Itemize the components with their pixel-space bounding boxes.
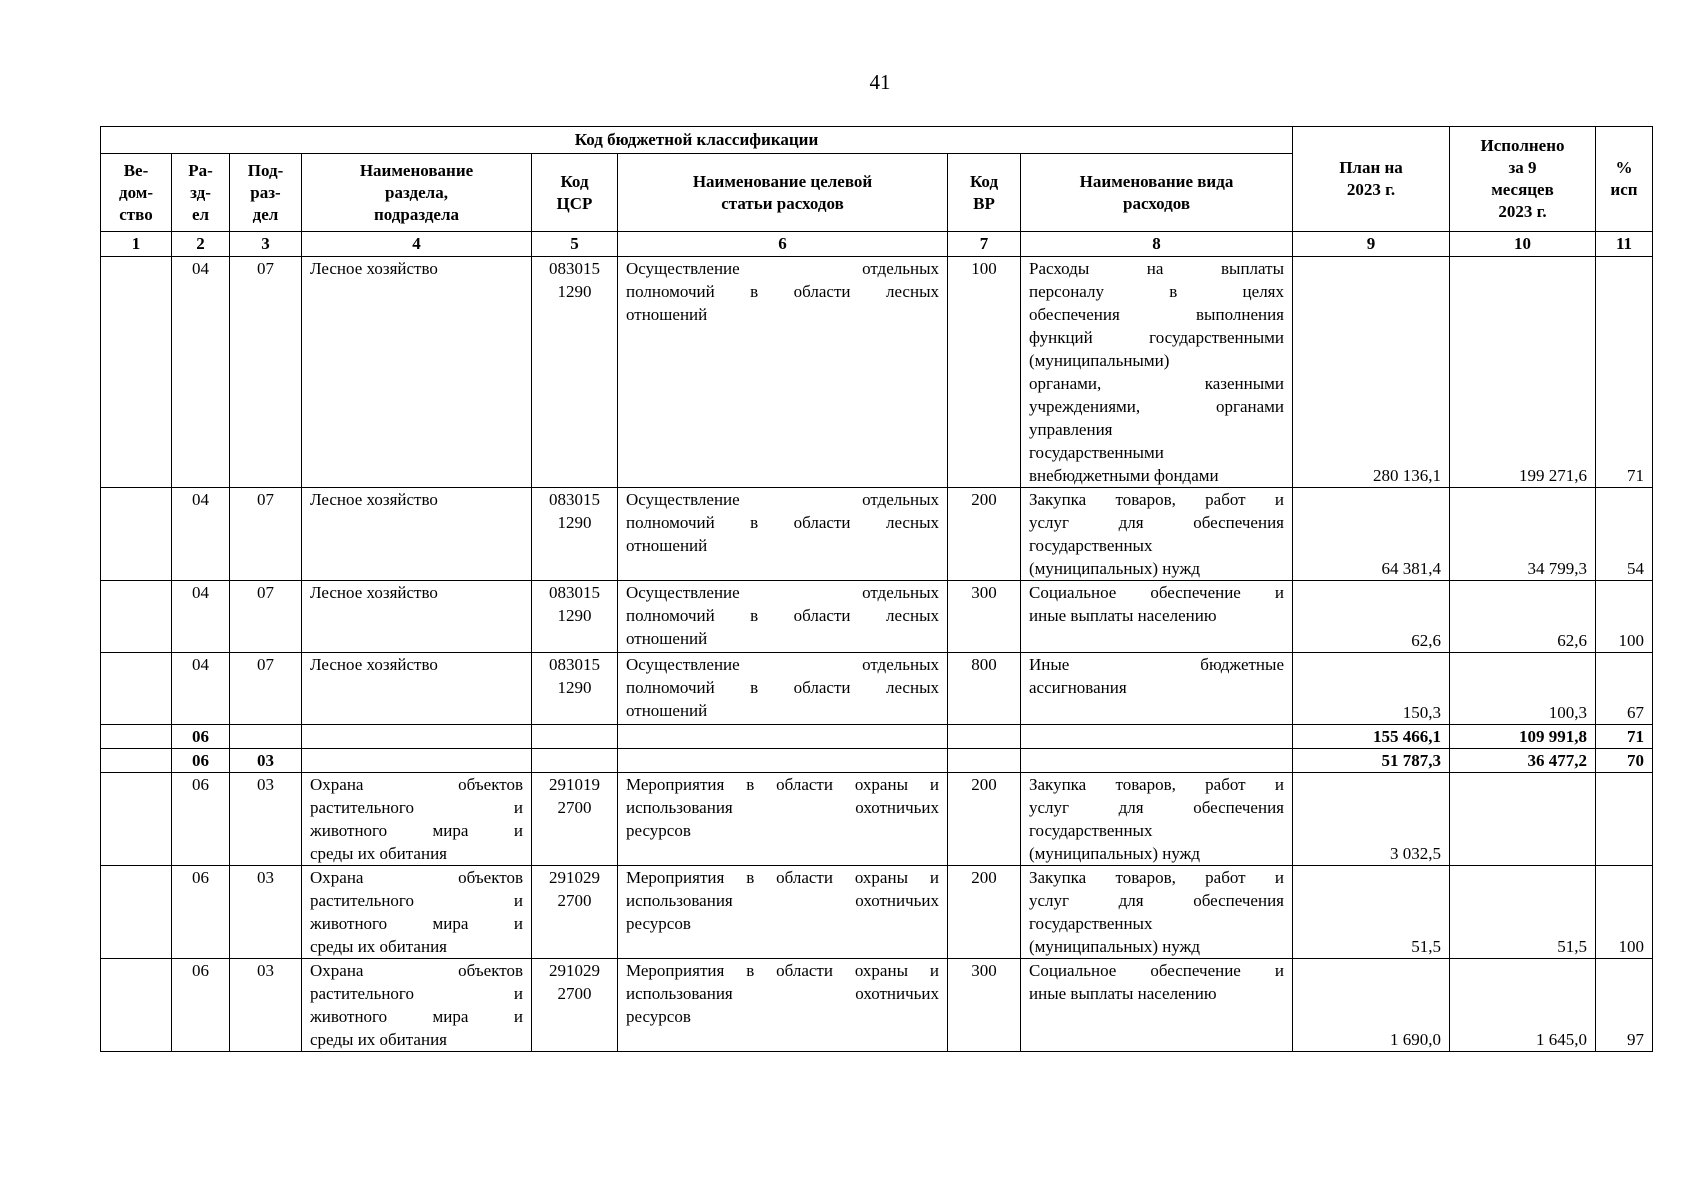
- naim-vida-line: иные выплаты населению: [1029, 984, 1217, 1003]
- header-line: ство: [119, 204, 153, 224]
- header-group-label: Код бюджетной классификации: [101, 127, 1293, 154]
- table-row: [101, 866, 1653, 959]
- cell-kod-csr: [532, 653, 618, 725]
- naim-vida-line: (муниципальными): [1029, 351, 1170, 370]
- header-ispolneno: [1450, 127, 1596, 232]
- cell-razdel: 06: [172, 725, 230, 749]
- cell-naim-celevoi: [618, 866, 948, 959]
- cell-ispolneno: 36 477,2: [1450, 749, 1596, 773]
- cell-naim-celevoi: [618, 488, 948, 581]
- cell-naim-vida: [1021, 257, 1293, 488]
- cell-naim-razdela: [302, 959, 532, 1052]
- header-plan: [1293, 127, 1450, 232]
- naim-celevoi-line: использования охотничьих: [626, 984, 939, 1003]
- header-line: Наименование вида: [1079, 171, 1234, 191]
- cell-plan: 62,6: [1293, 581, 1450, 653]
- cell-ispolneno: 34 799,3: [1450, 488, 1596, 581]
- cell-naim-razdela: [302, 773, 532, 866]
- cell-vedomstvo: [101, 959, 172, 1052]
- naim-celevoi-line: использования охотничьих: [626, 891, 939, 910]
- kod-csr-line: 1290: [557, 606, 592, 625]
- naim-vida-line: Социальное обеспечение и: [1029, 961, 1284, 980]
- cell-plan: 51 787,3: [1293, 749, 1450, 773]
- cell-kod-vr: 100: [948, 257, 1021, 488]
- header-line: Исполнено: [1480, 136, 1565, 155]
- header-kod-vr: [948, 154, 1021, 232]
- header-line: Наименование целевой: [692, 171, 873, 191]
- column-number-row: [101, 232, 1653, 257]
- summary-row: [101, 749, 1653, 773]
- cell-naim-vida: [1021, 653, 1293, 725]
- cell-naim-razdela: [302, 866, 532, 959]
- header-line: Код: [560, 171, 589, 191]
- table-body: [101, 257, 1653, 1052]
- cell-kod-vr: [948, 725, 1021, 749]
- naim-celevoi-line: Мероприятия в области охраны и: [626, 775, 939, 794]
- naim-razdela-line: растительного и: [310, 891, 523, 910]
- header-line: ел: [191, 204, 210, 224]
- naim-vida-line: учреждениями, органами: [1029, 397, 1284, 416]
- cell-naim-celevoi: [618, 959, 948, 1052]
- header-line: Ра-: [188, 160, 213, 180]
- table-row: [101, 959, 1653, 1052]
- budget-table: [100, 126, 1653, 1052]
- cell-kod-vr: 300: [948, 581, 1021, 653]
- summary-row: [101, 725, 1653, 749]
- header-line: расходов: [1123, 193, 1190, 213]
- naim-vida-line: органами, казенными: [1029, 374, 1284, 393]
- header-naim-razdela: [302, 154, 532, 232]
- naim-vida-line: управления: [1029, 420, 1113, 439]
- cell-plan: 3 032,5: [1293, 773, 1450, 866]
- cell-ispolneno: [1450, 773, 1596, 866]
- cell-percent: 70: [1596, 749, 1653, 773]
- header-line: Под-: [247, 160, 284, 180]
- cell-naim-razdela: [302, 257, 532, 488]
- cell-ispolneno: 51,5: [1450, 866, 1596, 959]
- header-vedomstvo: [101, 154, 172, 232]
- kod-csr-line: 2700: [557, 984, 592, 1003]
- naim-razdela-line: среды их обитания: [310, 1030, 447, 1049]
- header-naim-vida: [1021, 154, 1293, 232]
- cell-ispolneno: 100,3: [1450, 653, 1596, 725]
- cell-razdel: 04: [172, 257, 230, 488]
- cell-razdel: 04: [172, 581, 230, 653]
- naim-razdela-line: Лесное хозяйство: [310, 583, 438, 602]
- naim-celevoi-line: Мероприятия в области охраны и: [626, 868, 939, 887]
- naim-celevoi-line: Осуществление отдельных: [626, 655, 939, 674]
- naim-vida-line: (муниципальных) нужд: [1029, 844, 1201, 863]
- cell-razdel: 06: [172, 773, 230, 866]
- cell-naim-celevoi: [618, 725, 948, 749]
- naim-celevoi-line: Мероприятия в области охраны и: [626, 961, 939, 980]
- kod-csr-line: 083015: [549, 259, 600, 278]
- cell-kod-csr: [532, 257, 618, 488]
- naim-celevoi-line: отношений: [626, 629, 708, 648]
- naim-celevoi-line: полномочий в области лесных: [626, 282, 939, 301]
- cell-vedomstvo: [101, 773, 172, 866]
- column-number: 6: [618, 232, 948, 257]
- naim-celevoi-line: ресурсов: [626, 1007, 691, 1026]
- table-row: [101, 257, 1653, 488]
- cell-kod-csr: [532, 725, 618, 749]
- kod-csr-line: 2700: [557, 891, 592, 910]
- cell-podrazdel: 07: [230, 653, 302, 725]
- header-line: План на: [1339, 158, 1403, 177]
- naim-vida-line: услуг для обеспечения: [1029, 891, 1284, 910]
- cell-percent: 54: [1596, 488, 1653, 581]
- cell-naim-razdela: [302, 725, 532, 749]
- cell-podrazdel: 07: [230, 581, 302, 653]
- naim-razdela-line: животного мира и: [310, 821, 523, 840]
- naim-celevoi-line: ресурсов: [626, 821, 691, 840]
- cell-podrazdel: [230, 725, 302, 749]
- table-row: [101, 773, 1653, 866]
- header-percent: [1596, 127, 1653, 232]
- cell-naim-razdela: [302, 488, 532, 581]
- naim-razdela-line: Лесное хозяйство: [310, 490, 438, 509]
- cell-percent: 100: [1596, 581, 1653, 653]
- cell-percent: 100: [1596, 866, 1653, 959]
- header-line: подраздела: [373, 204, 460, 224]
- naim-razdela-line: Лесное хозяйство: [310, 655, 438, 674]
- header-line: раздела,: [385, 182, 448, 202]
- naim-vida-line: ассигнования: [1029, 678, 1127, 697]
- cell-naim-vida: [1021, 488, 1293, 581]
- kod-csr-line: 1290: [557, 513, 592, 532]
- cell-percent: 71: [1596, 257, 1653, 488]
- naim-vida-line: услуг для обеспечения: [1029, 798, 1284, 817]
- column-number: 10: [1450, 232, 1596, 257]
- column-number: 5: [532, 232, 618, 257]
- naim-vida-line: услуг для обеспечения: [1029, 513, 1284, 532]
- naim-celevoi-line: отношений: [626, 536, 708, 555]
- cell-kod-csr: [532, 866, 618, 959]
- column-number: 4: [302, 232, 532, 257]
- cell-plan: 51,5: [1293, 866, 1450, 959]
- cell-podrazdel: 07: [230, 257, 302, 488]
- header-line: зд-: [190, 182, 211, 202]
- cell-kod-csr: [532, 581, 618, 653]
- cell-percent: 71: [1596, 725, 1653, 749]
- column-number: 1: [101, 232, 172, 257]
- naim-vida-line: Закупка товаров, работ и: [1029, 775, 1284, 794]
- cell-plan: 280 136,1: [1293, 257, 1450, 488]
- header-kod-csr: [532, 154, 618, 232]
- cell-naim-celevoi: [618, 749, 948, 773]
- cell-percent: 67: [1596, 653, 1653, 725]
- cell-vedomstvo: [101, 749, 172, 773]
- cell-kod-csr: [532, 488, 618, 581]
- column-number: 7: [948, 232, 1021, 257]
- header-line: дел: [252, 204, 279, 224]
- naim-celevoi-line: Осуществление отдельных: [626, 259, 939, 278]
- naim-vida-line: функций государственными: [1029, 328, 1284, 347]
- cell-naim-razdela: [302, 581, 532, 653]
- cell-kod-vr: 200: [948, 488, 1021, 581]
- kod-csr-line: 083015: [549, 583, 600, 602]
- cell-vedomstvo: [101, 653, 172, 725]
- cell-plan: 64 381,4: [1293, 488, 1450, 581]
- cell-podrazdel: 03: [230, 773, 302, 866]
- table-row: [101, 653, 1653, 725]
- naim-vida-line: государственных: [1029, 821, 1153, 840]
- cell-kod-csr: [532, 959, 618, 1052]
- header-line: ЦСР: [556, 193, 593, 213]
- header-line: исп: [1610, 180, 1638, 199]
- naim-celevoi-line: Осуществление отдельных: [626, 490, 939, 509]
- header-line: за 9: [1508, 158, 1537, 177]
- cell-kod-vr: 200: [948, 773, 1021, 866]
- cell-naim-razdela: [302, 749, 532, 773]
- naim-razdela-line: среды их обитания: [310, 844, 447, 863]
- cell-naim-vida: [1021, 725, 1293, 749]
- header-line: дом-: [118, 182, 154, 202]
- naim-celevoi-line: отношений: [626, 701, 708, 720]
- column-number: 3: [230, 232, 302, 257]
- naim-razdela-line: Охрана объектов: [310, 961, 523, 980]
- naim-celevoi-line: полномочий в области лесных: [626, 678, 939, 697]
- naim-vida-line: государственных: [1029, 536, 1153, 555]
- cell-naim-vida: [1021, 866, 1293, 959]
- naim-vida-line: Расходы на выплаты: [1029, 259, 1284, 278]
- cell-ispolneno: 109 991,8: [1450, 725, 1596, 749]
- column-number: 8: [1021, 232, 1293, 257]
- kod-csr-line: 291019: [549, 775, 600, 794]
- header-naim-celevoi: [618, 154, 948, 232]
- cell-kod-vr: 200: [948, 866, 1021, 959]
- header-podrazdel: [230, 154, 302, 232]
- cell-ispolneno: 199 271,6: [1450, 257, 1596, 488]
- naim-razdela-line: Охрана объектов: [310, 868, 523, 887]
- naim-razdela-line: растительного и: [310, 798, 523, 817]
- table-row: [101, 488, 1653, 581]
- kod-csr-line: 1290: [557, 282, 592, 301]
- naim-celevoi-line: полномочий в области лесных: [626, 606, 939, 625]
- cell-naim-celevoi: [618, 773, 948, 866]
- cell-ispolneno: 62,6: [1450, 581, 1596, 653]
- cell-plan: 155 466,1: [1293, 725, 1450, 749]
- cell-podrazdel: 03: [230, 959, 302, 1052]
- cell-naim-vida: [1021, 581, 1293, 653]
- naim-vida-line: государственными: [1029, 443, 1164, 462]
- kod-csr-line: 083015: [549, 655, 600, 674]
- cell-naim-vida: [1021, 773, 1293, 866]
- cell-naim-vida: [1021, 749, 1293, 773]
- naim-razdela-line: животного мира и: [310, 914, 523, 933]
- header-line: месяцев: [1491, 180, 1554, 199]
- naim-vida-line: персоналу в целях: [1029, 282, 1284, 301]
- naim-vida-line: Закупка товаров, работ и: [1029, 490, 1284, 509]
- cell-plan: 1 690,0: [1293, 959, 1450, 1052]
- header-line: 2023 г.: [1346, 180, 1396, 199]
- page-number: 41: [869, 70, 891, 94]
- cell-naim-razdela: [302, 653, 532, 725]
- naim-celevoi-line: полномочий в области лесных: [626, 513, 939, 532]
- cell-kod-vr: 800: [948, 653, 1021, 725]
- table-header: [101, 127, 1653, 257]
- kod-csr-line: 291029: [549, 961, 600, 980]
- cell-podrazdel: 07: [230, 488, 302, 581]
- kod-csr-line: 083015: [549, 490, 600, 509]
- header-line: раз-: [250, 182, 281, 202]
- naim-celevoi-line: отношений: [626, 305, 708, 324]
- kod-csr-line: 1290: [557, 678, 592, 697]
- cell-razdel: 06: [172, 959, 230, 1052]
- naim-celevoi-line: использования охотничьих: [626, 798, 939, 817]
- naim-vida-line: Социальное обеспечение и: [1029, 583, 1284, 602]
- cell-percent: [1596, 773, 1653, 866]
- naim-vida-line: обеспечения выполнения: [1029, 305, 1284, 324]
- naim-vida-line: Закупка товаров, работ и: [1029, 868, 1284, 887]
- naim-vida-line: внебюджетными фондами: [1029, 466, 1219, 485]
- column-number: 2: [172, 232, 230, 257]
- cell-podrazdel: 03: [230, 749, 302, 773]
- cell-naim-celevoi: [618, 257, 948, 488]
- cell-percent: 97: [1596, 959, 1653, 1052]
- cell-kod-csr: [532, 749, 618, 773]
- header-razdel: [172, 154, 230, 232]
- naim-razdela-line: животного мира и: [310, 1007, 523, 1026]
- header-line: ВР: [973, 193, 995, 213]
- cell-vedomstvo: [101, 866, 172, 959]
- naim-vida-line: (муниципальных) нужд: [1029, 937, 1201, 956]
- header-line: %: [1615, 158, 1633, 177]
- cell-kod-vr: 300: [948, 959, 1021, 1052]
- naim-vida-line: (муниципальных) нужд: [1029, 559, 1201, 578]
- naim-razdela-line: Лесное хозяйство: [310, 259, 438, 278]
- cell-podrazdel: 03: [230, 866, 302, 959]
- cell-plan: 150,3: [1293, 653, 1450, 725]
- cell-kod-csr: [532, 773, 618, 866]
- table-row: [101, 581, 1653, 653]
- naim-celevoi-line: ресурсов: [626, 914, 691, 933]
- cell-razdel: 06: [172, 749, 230, 773]
- cell-naim-celevoi: [618, 653, 948, 725]
- kod-csr-line: 2700: [557, 798, 592, 817]
- cell-razdel: 04: [172, 653, 230, 725]
- column-number: 11: [1596, 232, 1653, 257]
- cell-naim-celevoi: [618, 581, 948, 653]
- naim-razdela-line: среды их обитания: [310, 937, 447, 956]
- kod-csr-line: 291029: [549, 868, 600, 887]
- cell-vedomstvo: [101, 725, 172, 749]
- naim-razdela-line: Охрана объектов: [310, 775, 523, 794]
- cell-razdel: 04: [172, 488, 230, 581]
- cell-naim-vida: [1021, 959, 1293, 1052]
- cell-vedomstvo: [101, 488, 172, 581]
- cell-vedomstvo: [101, 581, 172, 653]
- cell-kod-vr: [948, 749, 1021, 773]
- naim-vida-line: иные выплаты населению: [1029, 606, 1217, 625]
- naim-celevoi-line: Осуществление отдельных: [626, 583, 939, 602]
- cell-razdel: 06: [172, 866, 230, 959]
- naim-vida-line: государственных: [1029, 914, 1153, 933]
- header-line: Ве-: [123, 160, 149, 180]
- naim-razdela-line: растительного и: [310, 984, 523, 1003]
- naim-vida-line: Иные бюджетные: [1029, 655, 1284, 674]
- column-number: 9: [1293, 232, 1450, 257]
- header-line: 2023 г.: [1498, 202, 1547, 221]
- cell-ispolneno: 1 645,0: [1450, 959, 1596, 1052]
- header-line: Наименование: [359, 160, 474, 180]
- header-line: статьи расходов: [721, 193, 844, 213]
- header-line: Код: [969, 171, 999, 191]
- cell-vedomstvo: [101, 257, 172, 488]
